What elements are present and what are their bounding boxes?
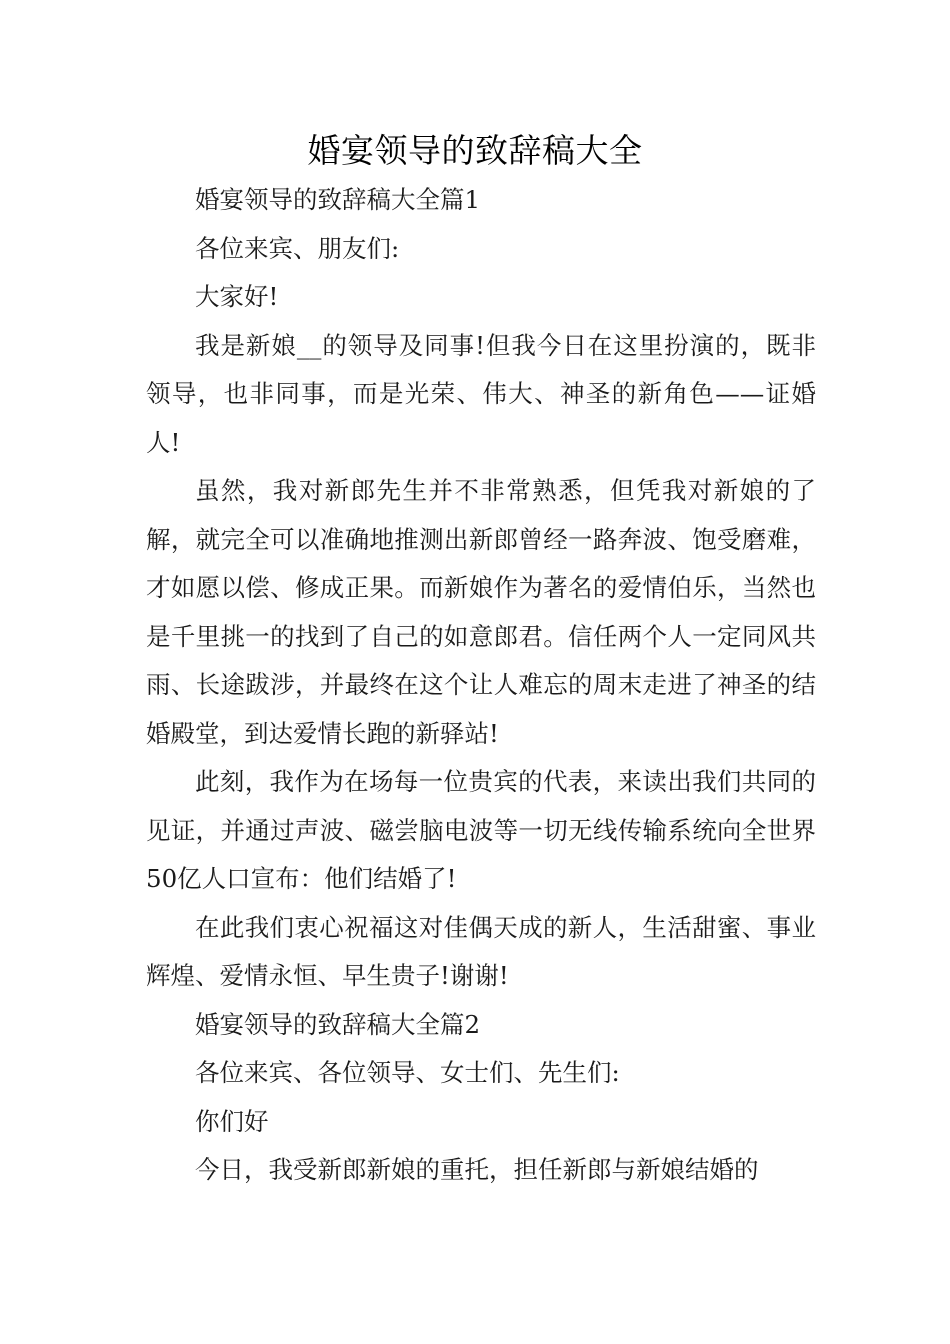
paragraph: 此刻，我作为在场每一位贵宾的代表，来读出我们共同的见证，并通过声波、磁尝脑电波等一切无线传输系统向全世界50亿人口宣布：他们结婚了! bbox=[146, 767, 816, 893]
greeting: 大家好! bbox=[195, 282, 279, 311]
greeting: 你们好 bbox=[195, 1106, 269, 1136]
salutation: 各位来宾、各位领导、女士们、先生们: bbox=[195, 1058, 620, 1087]
document-body bbox=[146, 176, 816, 1195]
salutation: 各位来宾、朋友们: bbox=[195, 233, 400, 263]
section-heading-2: 婚宴领导的致辞稿大全篇2 bbox=[195, 1009, 481, 1039]
paragraph: 虽然，我对新郎先生并不非常熟悉，但凭我对新娘的了解，就完全可以准确地推测出新郎曾经一路奔波、饱受磨难，才如愿以偿、修成正果。而新娘作为著名的爱情伯乐，当然也是千里挑一的找到了自己的如意郎君。信任两个人一定同风共雨、长途跋涉，并最终在这个让人难忘的周末走进了神圣的结婚殿堂，到达爱情长跑的新驿站! bbox=[146, 476, 816, 748]
document-title: 婚宴领导的致辞稿大全 bbox=[307, 131, 643, 170]
paragraph: 我是新娘__的领导及同事!但我今日在这里扮演的，既非领导，也非同事，而是光荣、伟大、神圣的新角色——证婚人! bbox=[146, 330, 816, 457]
paragraph: 在此我们衷心祝福这对佳偶天成的新人，生活甜蜜、事业辉煌、爱情永恒、早生贵子!谢谢! bbox=[146, 912, 816, 990]
section-heading-1: 婚宴领导的致辞稿大全篇1 bbox=[195, 185, 481, 214]
paragraph: 今日，我受新郎新娘的重托，担任新郎与新娘结婚的 bbox=[195, 1155, 759, 1184]
